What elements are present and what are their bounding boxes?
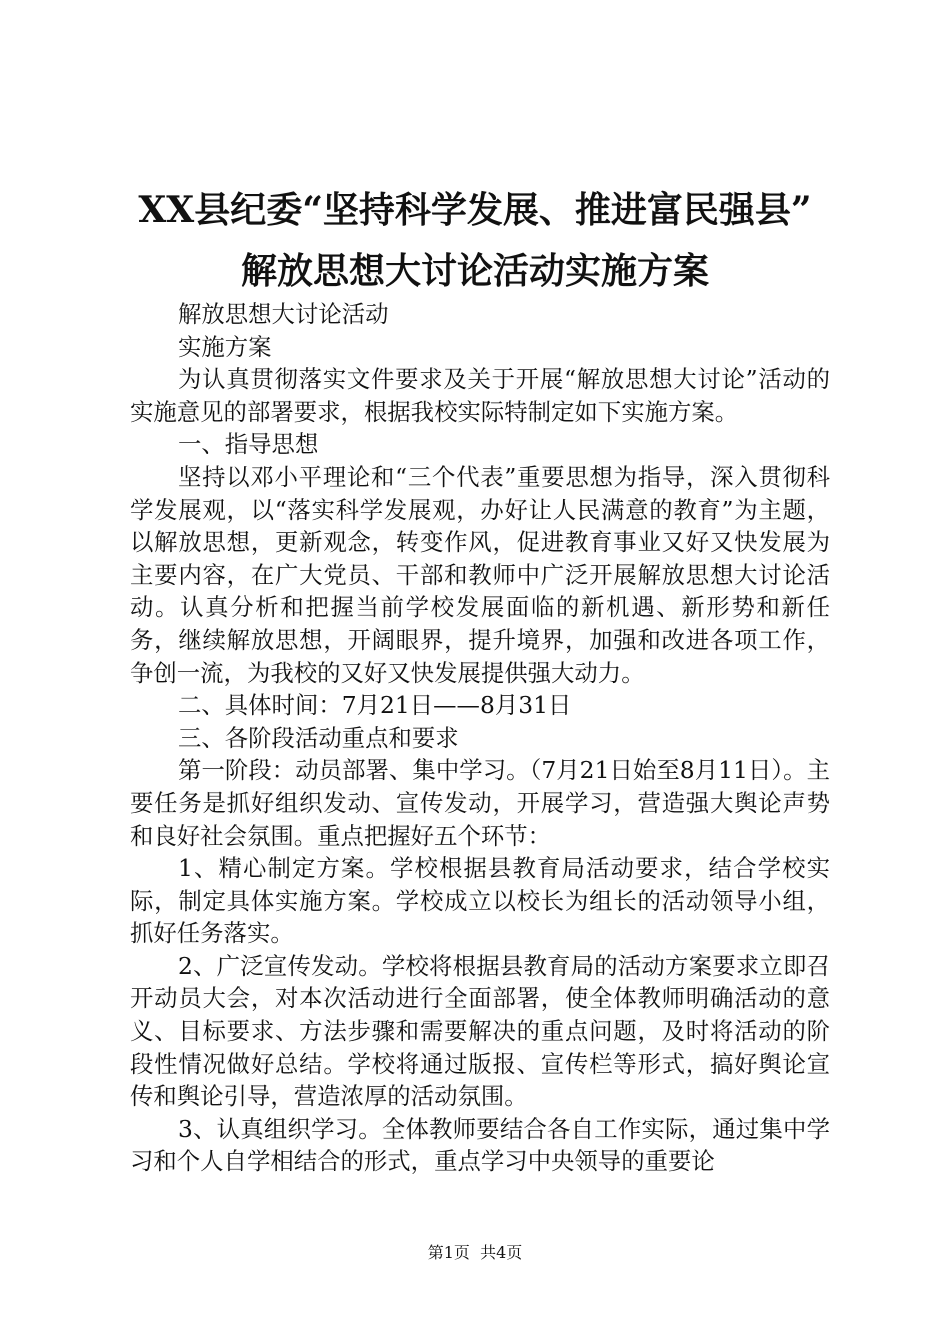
paragraph-stage-one: 第一阶段：动员部署、集中学习。（7月21日始至8月11日）。主要任务是抓好组织发动、宣传发动，开展学习，营造强大舆论声势和良好社会氛围。重点把握好五个环节： <box>130 756 830 850</box>
document-title-line-1: XX县纪委“坚持科学发展、推进富民强县” <box>138 189 812 231</box>
section-heading-guiding-thought: 一、指导思想 <box>178 430 319 459</box>
paragraph-item-3: 3、认真组织学习。全体教师要结合各自工作实际，通过集中学习和个人自学相结合的形式，重点学习中央领导的重要论 <box>130 1114 830 1176</box>
paragraph-intro: 为认真贯彻落实文件要求及关于开展“解放思想大讨论”活动的实施意见的部署要求，根据我校实际特制定如下实施方案。 <box>130 365 830 426</box>
document-title-line-2: 解放思想大讨论活动实施方案 <box>240 250 709 292</box>
paragraph-subtitle-2: 实施方案 <box>178 332 272 361</box>
paragraph-guiding-thought: 坚持以邓小平理论和“三个代表”重要思想为指导，深入贯彻科学发展观，以“落实科学发展观，办好让人民满意的教育”为主题，以解放思想，更新观念，转变作风，促进教育事业又好又快发展为主要内容，在广大党员、干部和教师中广泛开展解放思想大讨论活动。认真分析和把握当前学校发展面临的新机遇、新形势和新任务，继续解放思想，开阔眼界，提升境界，加强和改进各项工作，争创一流，为我校的又好又快发展提供强大动力。 <box>130 462 830 687</box>
paragraph-item-2: 2、广泛宣传发动。学校将根据县教育局的活动方案要求立即召开动员大会，对本次活动进行全面部署，使全体教师明确活动的意义、目标要求、方法步骤和需要解决的重点问题，及时将活动的阶段性情况做好总结。学校将通过版报、宣传栏等形式，搞好舆论宣传和舆论引导，营造浓厚的活动氛围。 <box>130 951 830 1111</box>
section-heading-time: 二、具体时间：7月21日——8月31日 <box>178 691 572 720</box>
section-heading-stages: 三、各阶段活动重点和要求 <box>178 723 459 752</box>
document-body <box>130 298 830 1178</box>
paragraph-item-1: 1、精心制定方案。学校根据县教育局活动要求，结合学校实际，制定具体实施方案。学校成立以校长为组长的活动领导小组，抓好任务落实。 <box>130 854 830 948</box>
page-number-footer: 第1页 共4页 <box>427 1243 523 1262</box>
paragraph-subtitle-1: 解放思想大讨论活动 <box>178 300 389 328</box>
